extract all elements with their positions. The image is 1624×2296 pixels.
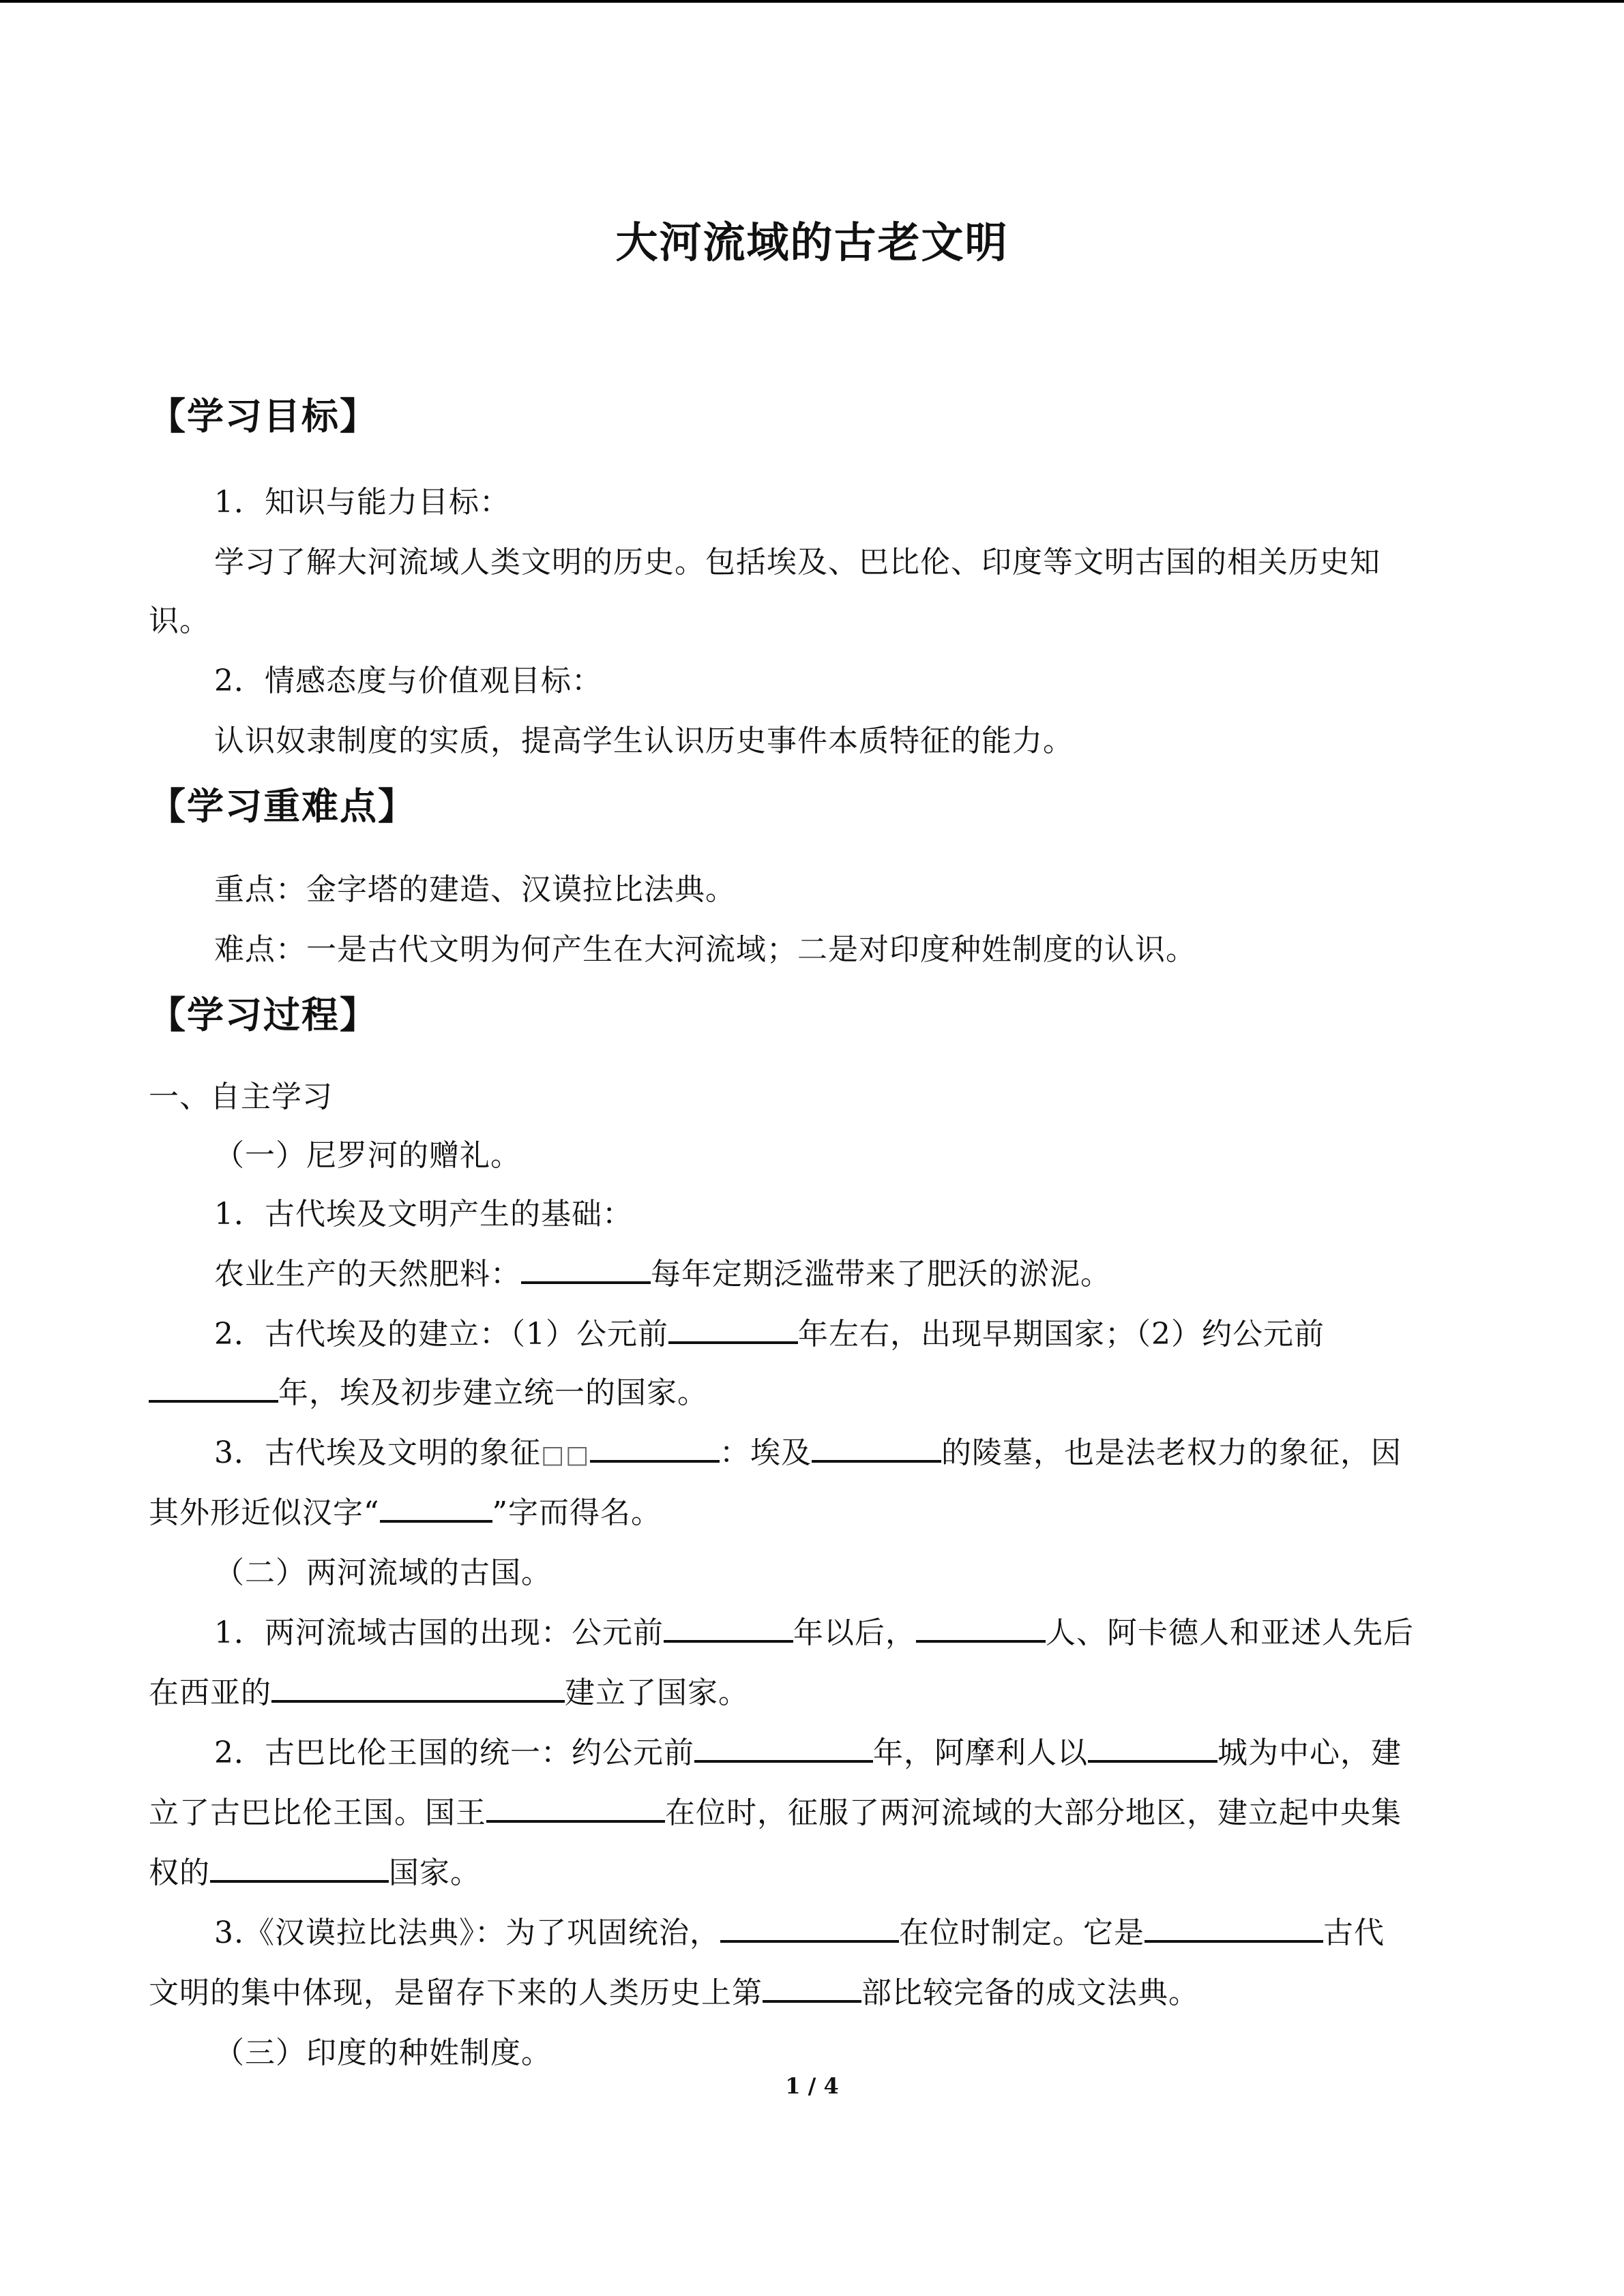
subsection-two-rivers: （二）两河流域的古国。: [214, 1555, 552, 1590]
question-4-line-cont: [149, 1668, 749, 1712]
fill-blank[interactable]: [694, 1730, 873, 1763]
subsection-india-caste: （三）印度的种姓制度。: [214, 2036, 552, 2070]
objective-1-text: 学习了解大河流域人类文明的历史。包括埃及、巴比伦、印度等文明古国的相关历史知: [214, 545, 1381, 580]
q6-text-b: 在位时制定。它是: [898, 1915, 1145, 1950]
key-point-difficulty: 难点：一是古代文明为何产生在大河流域；二是对印度种姓制度的认识。: [214, 932, 1196, 967]
fill-blank[interactable]: [812, 1430, 941, 1463]
q5-text-e: 在位时，征服了两河流域的大部分地区，建立起中央集: [665, 1795, 1402, 1830]
q3-text-e: ”字而得名。: [492, 1495, 662, 1530]
q5-text-f: 权的: [149, 1855, 210, 1890]
question-3-line: [214, 1428, 1402, 1472]
q4-text-a: 1．两河流域古国的出现：公元前: [214, 1615, 664, 1650]
question-4-line: [214, 1608, 1414, 1652]
fill-blank[interactable]: [664, 1610, 793, 1643]
q4-text-d: 在西亚的: [149, 1675, 271, 1710]
q5-text-d: 立了古巴比伦王国。国王: [149, 1795, 486, 1830]
q5-text-b: 年，阿摩利人以: [873, 1735, 1088, 1770]
fill-blank[interactable]: [1088, 1730, 1217, 1763]
q3-text-c: 的陵墓，也是法老权力的象征，因: [941, 1435, 1402, 1470]
q2-text-b: 年左右，出现早期国家；（2）约公元前: [798, 1317, 1325, 1352]
q5-text-g: 国家。: [389, 1855, 481, 1890]
fill-blank[interactable]: [1145, 1910, 1323, 1943]
question-3-line-cont: [149, 1488, 662, 1532]
question-6-line-cont: [149, 1968, 1199, 2012]
q3-text-d: 其外形近似汉字“: [149, 1495, 380, 1530]
fill-blank[interactable]: [668, 1311, 798, 1344]
fill-blank[interactable]: [590, 1430, 720, 1463]
q2-text-c: 年，埃及初步建立统一的国家。: [278, 1375, 708, 1410]
fill-blank[interactable]: [149, 1370, 278, 1403]
q3-text-a: 3．古代埃及文明的象征: [214, 1435, 541, 1470]
top-border: [0, 0, 1624, 3]
q1-text-a: 农业生产的天然肥料：: [214, 1257, 521, 1292]
section-process: 【学习过程】: [149, 993, 378, 1037]
objective-1-heading: 1．知识与能力目标：: [214, 485, 510, 520]
q6-text-e: 部比较完备的成文法典。: [861, 1976, 1199, 2010]
q5-text-c: 城为中心，建: [1217, 1735, 1402, 1770]
question-2-line: [214, 1309, 1325, 1353]
q4-text-e: 建立了国家。: [565, 1675, 749, 1710]
question-5-line-cont: [149, 1788, 1402, 1832]
q5-text-a: 2．古巴比伦王国的统一：约公元前: [214, 1735, 694, 1770]
part-1-heading: 一、自主学习: [149, 1079, 333, 1114]
objective-1-text-cont: 识。: [149, 603, 210, 638]
q3-text-b: ：埃及: [720, 1435, 812, 1470]
section-key-points: 【学习重难点】: [149, 784, 416, 828]
fill-blank[interactable]: [380, 1490, 492, 1523]
fill-blank[interactable]: [763, 1970, 861, 2003]
question-2-line-cont: [149, 1368, 708, 1412]
section-objectives: 【学习目标】: [149, 394, 378, 438]
question-5-line-cont2: [149, 1848, 481, 1892]
q4-text-b: 年以后，: [793, 1615, 916, 1650]
question-5-line: [214, 1728, 1402, 1772]
objective-2-heading: 2．情感态度与价值观目标：: [214, 664, 602, 698]
document-title: 大河流域的古老文明: [615, 218, 1009, 267]
fill-blank[interactable]: [521, 1251, 651, 1284]
subsection-nile: （一）尼罗河的赠礼。: [214, 1138, 521, 1173]
objective-2-text: 认识奴隶制度的实质，提高学生认识历史事件本质特征的能力。: [214, 724, 1074, 758]
q6-text-c: 古代: [1323, 1915, 1385, 1950]
q6-text-d: 文明的集中体现，是留存下来的人类历史上第: [149, 1976, 763, 2010]
q6-text-a: 3.《汉谟拉比法典》：为了巩固统治，: [214, 1915, 720, 1950]
q2-text-a: 2．古代埃及的建立：（1）公元前: [214, 1317, 668, 1352]
fill-blank[interactable]: [916, 1610, 1046, 1643]
q1-text-b: 每年定期泛滥带来了肥沃的淤泥。: [651, 1257, 1111, 1292]
key-point-focus: 重点：金字塔的建造、汉谟拉比法典。: [214, 872, 736, 907]
fill-blank[interactable]: [486, 1790, 665, 1823]
question-1-heading: 1．古代埃及文明产生的基础：: [214, 1197, 633, 1232]
placeholder-boxes: □□: [541, 1441, 591, 1469]
q4-text-c: 人、阿卡德人和亚述人先后: [1046, 1615, 1414, 1650]
fill-blank[interactable]: [210, 1850, 389, 1883]
question-1-line: [214, 1249, 1111, 1293]
page-number: 1 / 4: [785, 2073, 839, 2099]
fill-blank[interactable]: [271, 1670, 565, 1703]
question-6-line: [214, 1908, 1385, 1952]
fill-blank[interactable]: [720, 1910, 899, 1943]
